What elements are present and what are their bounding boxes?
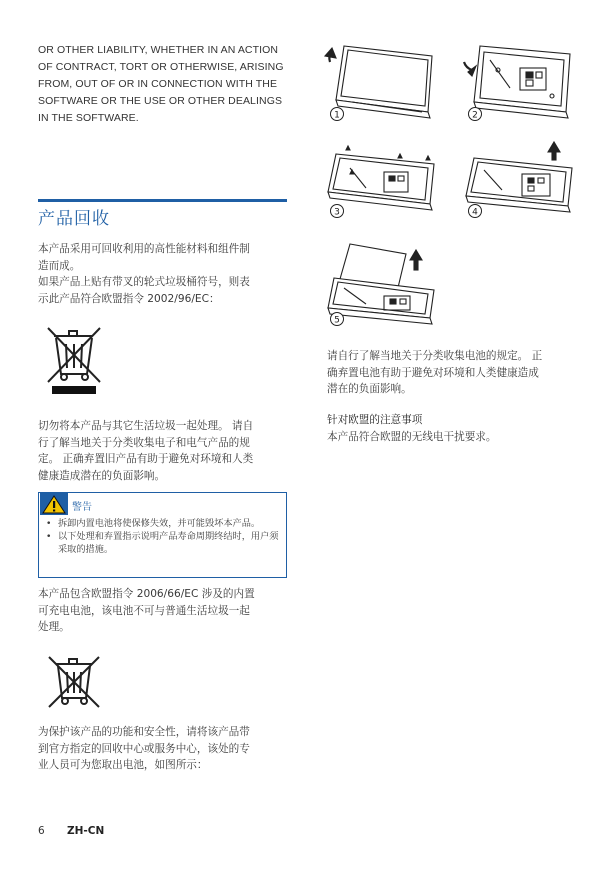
warning-icon xyxy=(40,493,68,515)
license-text: OR OTHER LIABILITY, WHETHER IN AN ACTION OF CONTRACT, TORT OR OTHERWISE, ARISING FROM, OUT OF OR IN CONNECTION WITH THE SOFTWARE OR THE USE OR OTHER DEALINGS IN THE SOFTWARE. xyxy=(38,44,284,124)
weee-bin-icon xyxy=(42,322,106,396)
step-4-illustration xyxy=(460,140,582,224)
eu-notice-text: 本产品符合欧盟的无线电干扰要求。 xyxy=(327,431,497,443)
right-para-1: 请自行了解当地关于分类收集电池的规定。 正 确弃置电池有助于避免对环境和人类健康造成 潜在的负面影响。 xyxy=(327,350,543,395)
battery-bin-icon xyxy=(44,652,104,712)
section-rule xyxy=(38,199,287,202)
list-item: • 拆卸内置电池将使保修失效，并可能毁坏本产品。 xyxy=(44,518,284,530)
step-number: 3 xyxy=(334,207,340,218)
step-number: 4 xyxy=(472,207,478,218)
recycle-para-2: 切勿将本产品与其它生活垃圾一起处理。 请自 行了解当地关于分类收集电子和电气产品的规 定。 正确弃置旧产品有助于避免对环境和人类 健康造成潜在的负面影响。 xyxy=(38,420,254,482)
step-3-illustration xyxy=(322,140,444,224)
battery-para: 本产品包含欧盟指令 2006/66/EC 涉及的内置 可充电电池，该电池不可与普通生活垃圾一起 处理。 xyxy=(38,588,255,633)
section-heading: 产品回收 xyxy=(38,209,110,229)
step-1-illustration xyxy=(322,40,444,126)
page-number: 6 xyxy=(38,825,45,837)
language-code: ZH-CN xyxy=(67,825,105,837)
step-number: 5 xyxy=(334,315,340,326)
step-number: 1 xyxy=(334,110,340,121)
step-number: 2 xyxy=(472,110,478,121)
warning-list xyxy=(44,518,284,557)
step-2-illustration xyxy=(460,40,582,126)
step-5-illustration xyxy=(322,238,444,332)
eu-notice-heading: 针对欧盟的注意事项 xyxy=(327,414,423,426)
recycle-para-1: 本产品采用可回收利用的高性能材料和组件制 造而成。 如果产品上贴有带叉的轮式垃圾桶符号，则表 示此产品符合欧盟指令 2002/96/EC： xyxy=(38,243,250,305)
warning-label: 警告 xyxy=(72,502,92,513)
battery-para-2: 为保护该产品的功能和安全性，请将该产品带 到官方指定的回收中心或服务中心，该处的专 业人员可为您取出电池，如图所示： xyxy=(38,726,250,771)
list-item: • 以下处理和弃置指示说明产品寿命周期终结时，用户须采取的措施。 xyxy=(44,531,284,556)
